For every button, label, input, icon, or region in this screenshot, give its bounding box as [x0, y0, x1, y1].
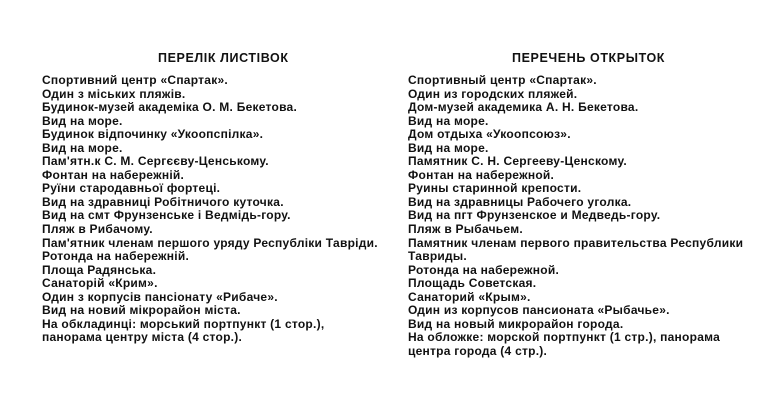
list-item: Вид на море.	[42, 113, 123, 128]
list-item: Вид на здравницы Рабочего уголка.	[408, 194, 632, 209]
ukrainian-heading: ПЕРЕЛІК ЛИСТІВОК	[158, 51, 289, 65]
list-item: Вид на новий мікрорайон міста.	[42, 303, 241, 318]
ukrainian-postcard-list	[42, 74, 387, 345]
list-item: Один из городских пляжей.	[408, 86, 578, 101]
list-item: Памятник членам первого правительства Республики Тавриды.	[408, 235, 744, 264]
list-item: Ротонда на набережной.	[408, 262, 560, 277]
list-item: Санаторій «Крим».	[42, 276, 158, 291]
list-item: Руїни стародавньої фортеці.	[42, 181, 221, 196]
list-item: Ротонда на набережній.	[42, 249, 190, 264]
list-item: Памятник С. Н. Сергееву-Ценскому.	[408, 154, 627, 169]
list-item: Дом-музей академика А. Н. Бекетова.	[408, 100, 639, 115]
list-item: Пам'ятн.к С. М. Сергєєву-Ценському.	[42, 154, 269, 169]
list-item: Вид на пгт Фрунзенское и Медведь-гору.	[408, 208, 661, 223]
list-item: Пам'ятник членам першого уряду Республіки Тавріди.	[42, 235, 378, 250]
list-item: Спортивный центр «Спартак».	[408, 73, 597, 87]
list-item: Фонтан на набережной.	[408, 167, 555, 182]
list-item: Площадь Советская.	[408, 276, 537, 291]
list-item: Будинок-музей академіка О. М. Бекетова.	[42, 100, 298, 115]
list-item: Руины старинной крепости.	[408, 181, 582, 196]
list-item: Дом отдыха «Укоопсоюз».	[408, 127, 571, 142]
list-item: Будинок відпочинку «Укоопспілка».	[42, 127, 264, 142]
russian-heading: ПЕРЕЧЕНЬ ОТКРЫТОК	[512, 51, 666, 65]
list-item: Площа Радянська.	[42, 262, 157, 277]
list-item: Вид на новый микрорайон города.	[408, 316, 624, 331]
russian-postcard-list	[408, 74, 758, 358]
list-item: Вид на море.	[408, 140, 489, 155]
list-item: Спортивний центр «Спартак».	[42, 73, 228, 87]
list-item: Один из корпусов пансионата «Рыбачье».	[408, 303, 670, 318]
list-item: Один з корпусів пансіонату «Рибаче».	[42, 289, 278, 304]
list-item: Вид на море.	[42, 140, 123, 155]
list-item: Санаторий «Крым».	[408, 289, 531, 304]
list-item: Вид на море.	[408, 113, 489, 128]
list-item: Пляж в Рибачому.	[42, 222, 153, 237]
list-item: На обложке: морской портпункт (1 стр.), панорама центра города (4 стр.).	[408, 330, 721, 358]
list-item: На обкладинці: морський портпункт (1 стор.), панорама центру міста (4 стор.).	[42, 316, 325, 345]
list-item: Один з міських пляжів.	[42, 86, 186, 101]
list-item: Фонтан на набережній.	[42, 167, 185, 182]
list-item: Пляж в Рыбачьем.	[408, 222, 523, 237]
list-item: Вид на смт Фрунзенське і Ведмідь-гору.	[42, 208, 291, 223]
list-item: Вид на здравниці Робітничого куточка.	[42, 194, 284, 209]
